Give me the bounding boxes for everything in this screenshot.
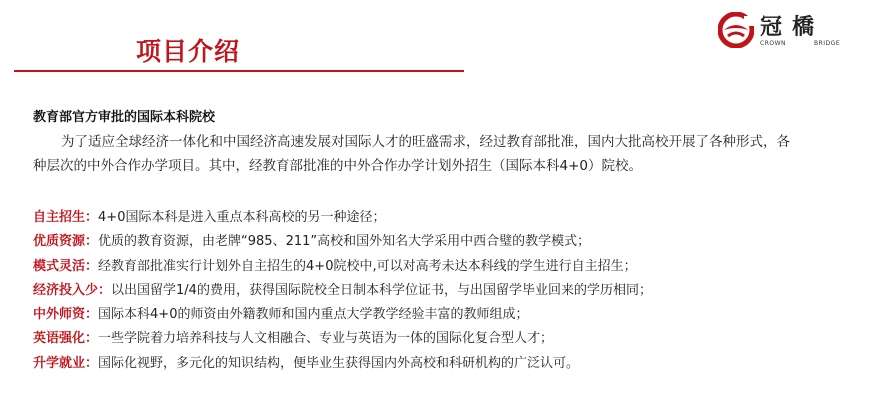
feature-label: 升学就业 (33, 355, 86, 371)
crown-bridge-logo-icon (718, 12, 754, 48)
feature-text: 一些学院着力培养科技与人文相融合、专业与英语为一体的国际化复合型人才； (98, 331, 554, 347)
feature-item: 经济投入少：以出国留学1/4的费用，获得国际院校全日制本科学位证书，与出国留学毕业回来的学历相同； (33, 282, 652, 298)
feature-label: 自主招生 (33, 210, 86, 225)
logo-name-cn: 冠橋 (760, 14, 825, 40)
title-underline (14, 70, 464, 72)
company-logo (718, 10, 858, 50)
feature-text: 4+0国际本科是进入重点本科高校的另一种途径； (98, 210, 386, 225)
feature-item: 升学就业：国际化视野，多元化的知识结构，便毕业生获得国内外高校和科研机构的广泛认可。 (33, 355, 580, 371)
feature-item: 模式灵活：经教育部批准实行计划外自主招生的4+0院校中,可以对高考未达本科线的学生进行自主招生； (33, 258, 637, 274)
feature-label: 经济投入少 (33, 282, 99, 298)
feature-item: 自主招生：4+0国际本科是进入重点本科高校的另一种途径； (33, 210, 386, 225)
feature-text: 国际本科4+0的师资由外籍教师和国内重点大学教学经验丰富的教师组成； (98, 307, 529, 323)
intro-paragraph: 为了适应全球经济一体化和中国经济高速发展对国际人才的旺盛需求，经过教育部批准，国内大批高校开展了各种形式，各种层次的中外合作办学项目。其中，经教育部批准的中外合作办学计划外招生（国际本科4+0）院校。 (33, 134, 790, 174)
feature-text: 国际化视野，多元化的知识结构，便毕业生获得国内外高校和科研机构的广泛认可。 (98, 355, 580, 371)
feature-item: 中外师资：国际本科4+0的师资由外籍教师和国内重点大学教学经验丰富的教师组成； (33, 307, 529, 323)
feature-text: 以出国留学1/4的费用，获得国际院校全日制本科学位证书，与出国留学毕业回来的学历相同； (111, 282, 652, 298)
feature-label: 模式灵活 (33, 258, 86, 274)
logo-name-en-left: CROWN (760, 40, 787, 47)
section-heading: 教育部官方审批的国际本科院校 (33, 110, 216, 125)
feature-label: 中外师资 (33, 307, 86, 323)
feature-label: 优质资源 (33, 234, 86, 250)
logo-name-en-right: BRIDGE (814, 40, 841, 47)
feature-item: 优质资源：优质的教育资源，由老牌“985、211”高校和国外知名大学采用中西合璧的教学模式； (33, 234, 591, 250)
feature-text: 优质的教育资源，由老牌“985、211”高校和国外知名大学采用中西合璧的教学模式； (98, 234, 591, 250)
feature-list (33, 206, 652, 376)
page-title: 项目介绍 (136, 37, 241, 66)
feature-text: 经教育部批准实行计划外自主招生的4+0院校中,可以对高考未达本科线的学生进行自主招生； (98, 258, 637, 274)
feature-label: 英语强化 (33, 331, 86, 347)
feature-item: 英语强化：一些学院着力培养科技与人文相融合、专业与英语为一体的国际化复合型人才； (33, 331, 554, 347)
